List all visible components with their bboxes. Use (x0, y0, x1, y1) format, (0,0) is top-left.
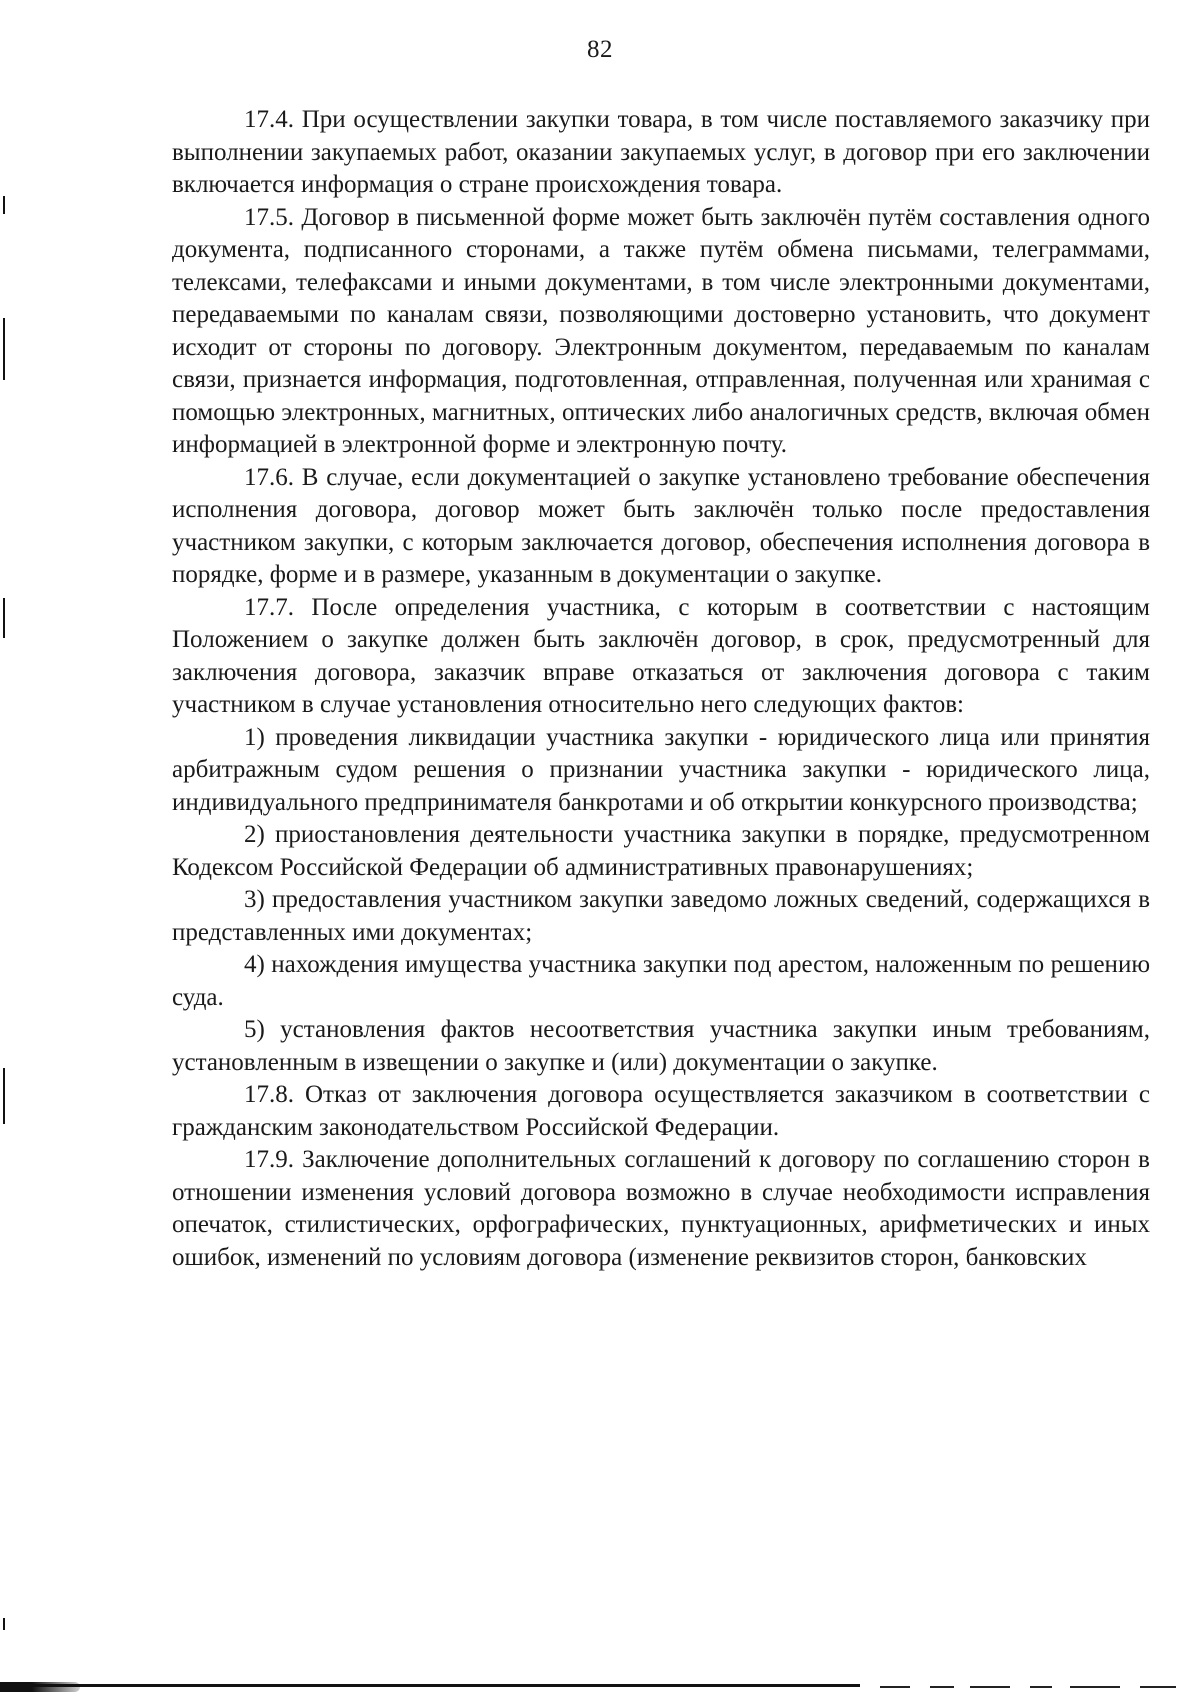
list-item-3: 3) предоставления участником закупки заведомо ложных сведений, содержащихся в представленных ими документах; (172, 886, 1150, 946)
scan-mark-left-4 (3, 1068, 5, 1124)
clause-17-4: 17.4. При осуществлении закупки товара, в том числе поставляемого заказчику при выполнении закупаемых работ, оказании закупаемых услуг, в договор при его заключении включается информация о стране происхождения товара. (172, 106, 1150, 198)
scan-mark-left-5 (3, 1618, 5, 1630)
scan-edge-dash (1030, 1686, 1052, 1688)
scan-bottom-edge (0, 1676, 1200, 1696)
clause-17-8: 17.8. Отказ от заключения договора осуществляется заказчиком в соответствии с гражданским законодательством Российской Федерации. (172, 1081, 1150, 1141)
scan-edge-dash (880, 1686, 910, 1688)
scan-mark-left-2 (3, 318, 5, 380)
clause-17-7: 17.7. После определения участника, с которым в соответствии с настоящим Положением о закупке должен быть заключён договор, в срок, предусмотренный для заключения договора, заказчик вправе отказаться от заключения договора с таким участником в случае установления относительно него следующих фактов: (172, 593, 1150, 718)
list-item-5: 5) установления фактов несоответствия участника закупки иным требованиям, установленным в извещении о закупке и (или) документации о закупке. (172, 1016, 1150, 1076)
scan-mark-left-3 (3, 598, 5, 638)
scan-mark-left-1 (3, 196, 5, 214)
list-item-1: 1) проведения ликвидации участника закупки - юридического лица или принятия арбитражным судом решения о признании участника закупки - юридического лица, индивидуального предпринимателя банкротами и об открытии конкурсного производства; (172, 723, 1150, 816)
clause-17-9: 17.9. Заключение дополнительных соглашений к договору по соглашению сторон в отношении изменения условий договора возможно в случае необходимости исправления опечаток, стилистических, орфографических, пунктуационных, арифметических и иных ошибок, изменений по условиям договора (изменение реквизитов сторон, банковских (172, 1146, 1150, 1271)
clause-17-6: 17.6. В случае, если документацией о закупке установлено требование обеспечения исполнения договора, договор может быть заключён только после предоставления участником закупки, с которым заключается договор, обеспечения исполнения договора в порядке, форме и в размере, указанным в документации о закупке. (172, 463, 1150, 588)
scan-edge-dash (1140, 1686, 1176, 1688)
scan-edge-dash (930, 1686, 954, 1688)
list-item-2: 2) приостановления деятельности участника закупки в порядке, предусмотренном Кодексом Российской Федерации об административных правонарушениях; (172, 821, 1150, 881)
list-item-4: 4) нахождения имущества участника закупки под арестом, наложенным по решению суда. (172, 951, 1150, 1011)
page-number: 82 (587, 36, 613, 63)
clause-17-5: 17.5. Договор в письменной форме может быть заключён путём составления одного документа, подписанного сторонами, а также путём обмена письмами, телеграммами, телексами, телефаксами и иными документами, в том числе электронными документами, передаваемыми по каналам связи, позволяющими достоверно установить, что документ исходит от стороны по договору. Электронным документом, передаваемым по каналам связи, признается информация, подготовленная, отправленная, полученная или хранимая с помощью электронных, магнитных, оптических либо аналогичных средств, включая обмен информацией в электронной форме и электронную почту. (172, 203, 1150, 458)
scan-edge-dash (1070, 1686, 1120, 1688)
document-body (172, 104, 1150, 1274)
scan-edge-dash (970, 1686, 1010, 1688)
scan-edge-line (0, 1684, 860, 1687)
